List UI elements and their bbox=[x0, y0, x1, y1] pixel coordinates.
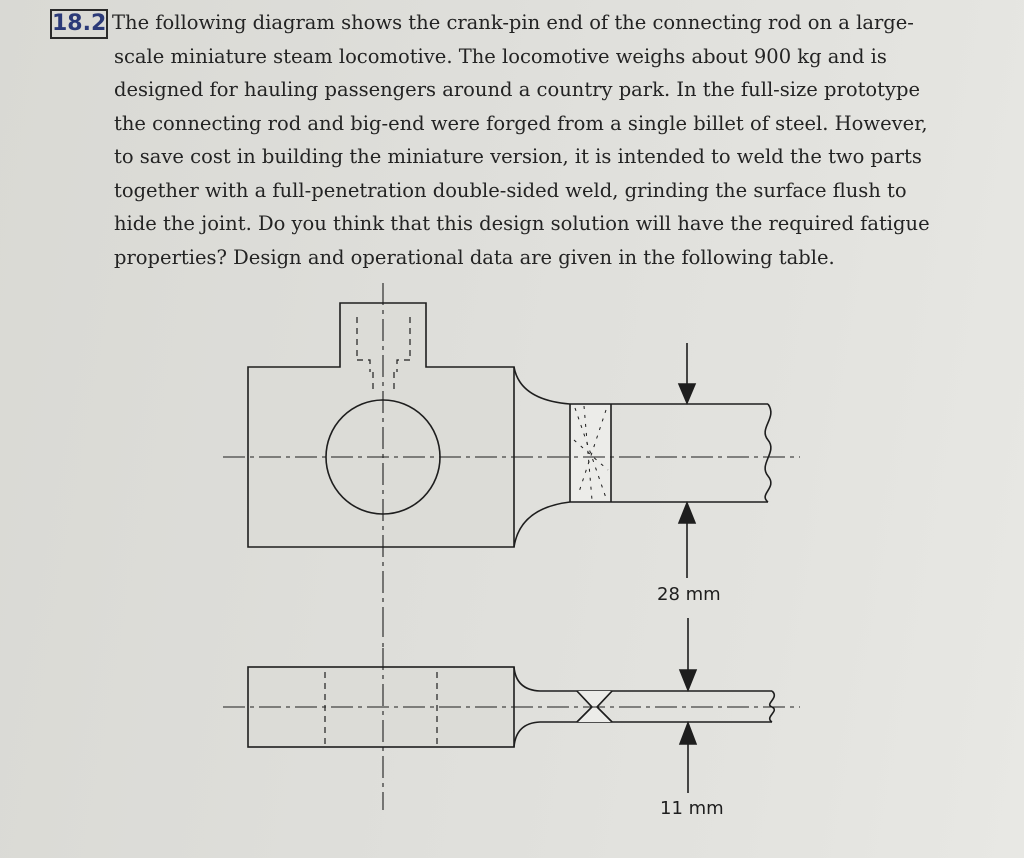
big-end-block bbox=[248, 303, 570, 547]
question-line-6: together with a full-penetration double-sided weld, grinding the surface flush to bbox=[114, 178, 907, 202]
question-line-5: to save cost in building the miniature version, it is intended to weld the two parts bbox=[114, 145, 922, 168]
question-line-4: the connecting rod and big-end were forged from a single billet of steel. However, bbox=[114, 111, 928, 135]
dimension-11mm-arrows bbox=[680, 618, 696, 793]
dimension-11mm-label: 11 mm bbox=[660, 798, 724, 819]
question-line-3: designed for hauling passengers around a country park. In the full-size prototype bbox=[114, 78, 921, 101]
question-line-7: hide the joint. Do you think that this design solution will have the required fatigue bbox=[114, 212, 930, 235]
dimension-28mm-arrows bbox=[679, 343, 695, 578]
question-number: 18.2 bbox=[50, 9, 108, 39]
weld-zone-top bbox=[571, 404, 611, 502]
question-line-1: The following diagram shows the crank-pin end of the connecting rod on a large- bbox=[112, 11, 914, 34]
dimension-28mm-label: 28 mm bbox=[657, 584, 721, 605]
question-line-2: scale miniature steam locomotive. The locomotive weighs about 900 kg and is bbox=[114, 44, 887, 68]
question-line-8: properties? Design and operational data are given in the following table. bbox=[114, 245, 835, 269]
